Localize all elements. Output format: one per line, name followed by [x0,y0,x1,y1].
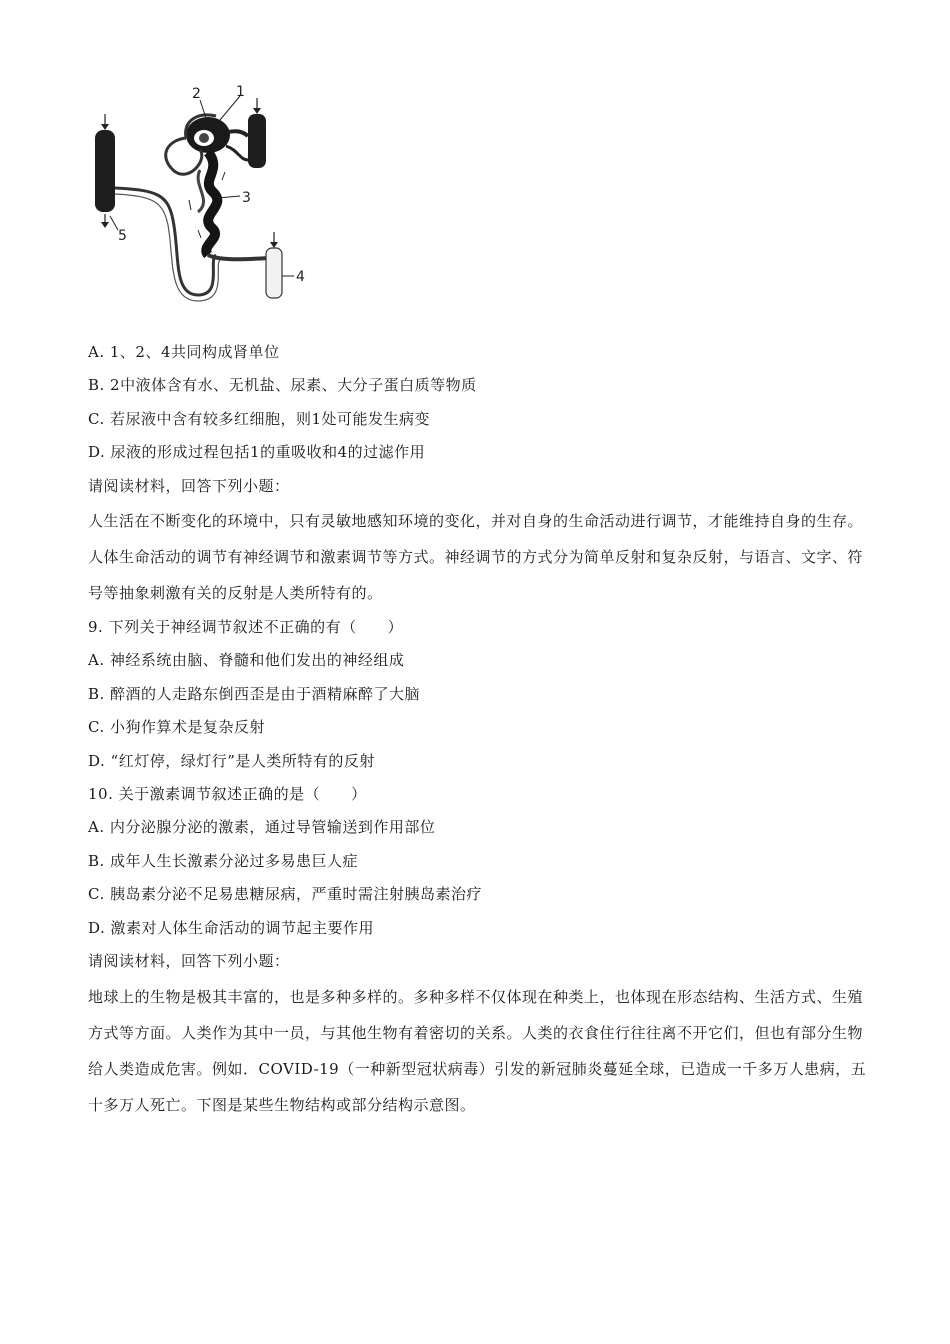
q10-option-d: D. 激素对人体生命活动的调节起主要作用 [88,918,375,937]
nephron-illustration [88,80,318,310]
q8-option-c: C. 若尿液中含有较多红细胞，则1处可能发生病变 [88,409,431,428]
collecting-vessel-5 [95,130,115,212]
q10-option-a: A. 内分泌腺分泌的激素，通过导管输送到作用部位 [88,818,436,837]
vessel-4 [266,248,282,298]
q9-option-a: A. 神经系统由脑、脊髓和他们发出的神经组成 [88,651,405,670]
label-2: 2 [192,86,201,102]
renal-vessel [248,114,266,168]
q9-stem: 9. 下列关于神经调节叙述不正确的有（ ） [88,618,404,637]
label-3: 3 [242,190,251,206]
q10-option-c: C. 胰岛素分泌不足易患糖尿病，严重时需注射胰岛素治疗 [88,885,482,904]
label-5: 5 [118,228,127,244]
q9-option-c: C. 小狗作算术是复杂反射 [88,718,265,737]
renal-tubule-3 [206,152,217,255]
material2-text: 地球上的生物是极其丰富的，也是多种多样的。多种多样不仅体现在种类上，也体现在形态结构、生活方式、生殖方式等方面。人类作为其中一员，与其他生物有着密切的关系。人类的衣食住行往往离不开它们，但也有部分生物给人类造成危害。例如．COVID-19（一种新型冠状病毒）引发的新冠肺炎蔓延全球，已造成一千多万人患病，五十多万人死亡。下图是某些生物结构或部分结构示意图。 [88,987,867,1114]
label-4: 4 [296,269,305,285]
q8-option-b: B. 2中液体含有水、无机盐、尿素、大分子蛋白质等物质 [88,376,477,395]
document-body [88,336,868,1123]
label-1: 1 [236,84,245,100]
q9-option-b: B. 醉酒的人走路东倒西歪是由于酒精麻醉了大脑 [88,684,421,703]
material2-prompt: 请阅读材料，回答下列小题： [88,952,290,971]
nephron-diagram [88,80,318,310]
q10-stem: 10. 关于激素调节叙述正确的是（ ） [88,785,367,804]
q9-option-d: D. “红灯停，绿灯行”是人类所特有的反射 [88,751,375,770]
material1-text: 人生活在不断变化的环境中，只有灵敏地感知环境的变化，并对自身的生命活动进行调节，才能维持自身的生存。人体生命活动的调节有神经调节和激素调节等方式。神经调节的方式分为简单反射和复杂反射，与语言、文字、符号等抽象刺激有关的反射是人类所特有的。 [88,512,864,603]
q10-option-b: B. 成年人生长激素分泌过多易患巨人症 [88,851,359,870]
q8-option-a: A. 1、2、4共同构成肾单位 [88,343,280,361]
q8-option-d: D. 尿液的形成过程包括1的重吸收和4的过滤作用 [88,443,426,462]
material1-prompt: 请阅读材料，回答下列小题： [88,476,290,495]
